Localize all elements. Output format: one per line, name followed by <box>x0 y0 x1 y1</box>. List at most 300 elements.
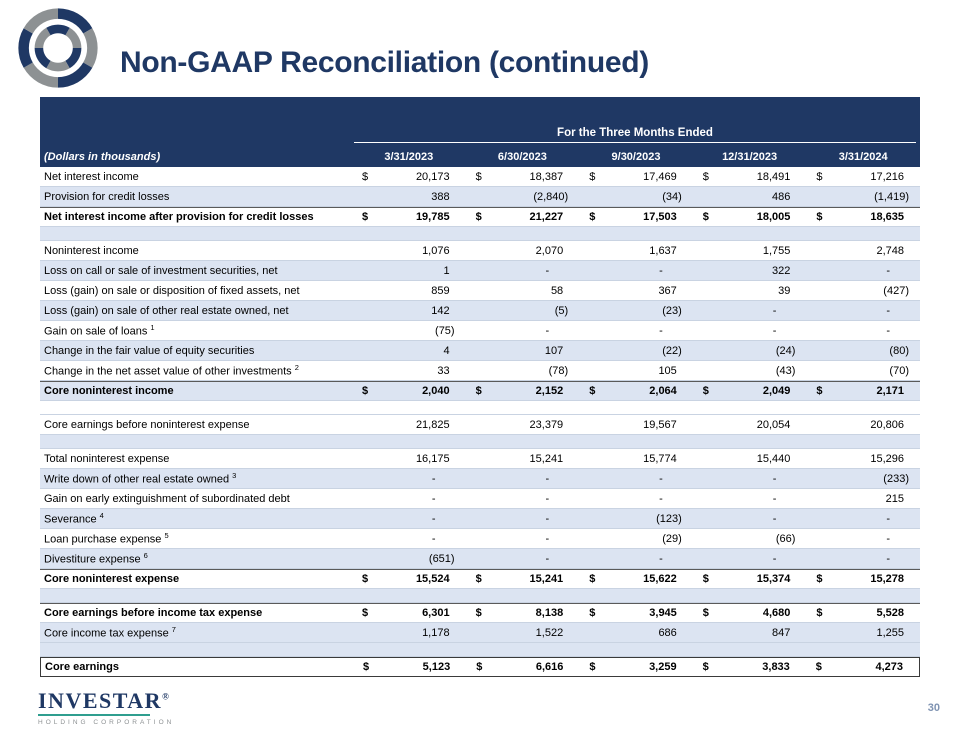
cell-value: 16,175 <box>415 452 450 465</box>
value-cell <box>579 419 693 431</box>
value-cell <box>693 607 807 619</box>
value-cell <box>806 345 920 357</box>
cell-value: 20,054 <box>756 418 791 431</box>
footnote-marker: 5 <box>164 531 169 541</box>
row-label: Core earnings before income tax expense <box>44 607 263 619</box>
cell-value: - <box>545 512 550 525</box>
cell-value: - <box>431 512 436 525</box>
cell-value: (5) <box>554 304 569 317</box>
cell-value: 107 <box>544 344 564 357</box>
cell-value: - <box>545 472 550 485</box>
row-label: Core earnings <box>45 661 119 673</box>
value-cell <box>352 573 466 585</box>
cell-value: 18,387 <box>529 170 564 183</box>
value-cell <box>466 533 580 545</box>
dollar-sign: $ <box>816 385 823 397</box>
value-cell <box>352 191 466 203</box>
value-cell <box>806 661 919 673</box>
cell-value: 33 <box>437 364 450 377</box>
value-cell <box>693 345 807 357</box>
cell-value: 215 <box>885 492 904 505</box>
value-cell <box>466 513 580 525</box>
spacer-row <box>40 643 920 657</box>
value-cell <box>579 573 693 585</box>
footnote-marker: 4 <box>99 511 104 521</box>
spacer-row <box>40 589 920 603</box>
table-row <box>40 489 920 509</box>
value-cell <box>693 513 807 525</box>
dollar-sign: $ <box>476 661 483 673</box>
table-row <box>40 341 920 361</box>
dollar-sign: $ <box>589 211 596 223</box>
cell-value: 5,123 <box>422 661 451 673</box>
dollar-sign: $ <box>702 211 709 223</box>
value-cell <box>693 553 807 565</box>
dollar-sign: $ <box>589 385 596 397</box>
table-body <box>40 167 920 677</box>
value-cell <box>579 607 693 619</box>
table-header <box>40 97 920 167</box>
cell-value: - <box>545 264 550 277</box>
cell-value: - <box>772 552 777 565</box>
dollar-sign: $ <box>475 211 482 223</box>
cell-value: 23,379 <box>529 418 564 431</box>
value-cell <box>579 305 693 317</box>
cell-value: 1,755 <box>762 244 791 257</box>
dollar-sign: $ <box>589 661 596 673</box>
value-cell <box>693 245 807 257</box>
cell-value: 322 <box>772 264 791 277</box>
table-header-top <box>40 97 920 143</box>
table-row <box>40 657 920 677</box>
value-cell <box>466 211 580 223</box>
value-cell <box>352 345 466 357</box>
value-cell <box>466 493 580 505</box>
dollar-sign: $ <box>815 661 822 673</box>
cell-value: 15,524 <box>415 573 450 585</box>
cell-value: 5,528 <box>876 607 904 619</box>
cell-value: (29) <box>662 532 682 545</box>
cell-value: 6,301 <box>422 607 450 619</box>
cell-value: 58 <box>550 284 564 297</box>
cell-value: 3,259 <box>649 661 677 673</box>
value-cell <box>693 325 807 337</box>
value-cell <box>352 285 466 297</box>
row-label: Divestiture expense $^6$ <box>44 551 148 566</box>
value-cell <box>806 191 920 203</box>
table-row <box>40 361 920 381</box>
value-cell <box>806 553 920 565</box>
value-cell <box>693 305 807 317</box>
value-cell <box>579 365 693 377</box>
cell-value: 15,241 <box>529 452 564 465</box>
value-cell <box>352 265 466 277</box>
dollar-sign: $ <box>363 661 370 673</box>
brand-name <box>38 690 174 712</box>
value-cell <box>579 325 693 337</box>
value-cell <box>579 533 693 545</box>
cell-value: 4 <box>443 344 450 357</box>
cell-value: - <box>772 492 777 505</box>
value-cell <box>352 453 466 465</box>
value-cell <box>466 573 580 585</box>
cell-value: - <box>772 304 777 317</box>
cell-value: 15,440 <box>756 452 791 465</box>
value-cell <box>579 493 693 505</box>
spacer-row <box>40 401 920 415</box>
value-cell <box>466 661 579 673</box>
dollar-sign: $ <box>475 170 482 183</box>
value-cell <box>806 627 920 639</box>
row-label: Loss (gain) on sale of other real estate owned, net <box>44 304 289 317</box>
table-row <box>40 301 920 321</box>
value-cell <box>466 453 580 465</box>
value-cell <box>466 245 580 257</box>
cell-value: (651) <box>428 552 455 565</box>
dollar-sign: $ <box>816 170 823 183</box>
value-cell <box>466 285 580 297</box>
cell-value: (80) <box>889 344 909 357</box>
table-row <box>40 569 920 589</box>
table-row <box>40 415 920 435</box>
cell-value: - <box>431 492 436 505</box>
row-label: Net interest income after provision for credit losses <box>44 211 314 223</box>
row-label: Change in the fair value of equity securities <box>44 344 255 357</box>
value-cell <box>579 553 693 565</box>
value-cell <box>352 385 466 397</box>
cell-value: (23) <box>662 304 682 317</box>
value-cell <box>352 245 466 257</box>
dollar-sign: $ <box>589 170 596 183</box>
cell-value: 15,296 <box>870 452 904 465</box>
value-cell <box>806 607 920 619</box>
value-cell <box>466 473 580 485</box>
table-row <box>40 187 920 207</box>
footnote-marker: 6 <box>143 551 148 561</box>
cell-value: 1,255 <box>876 626 904 639</box>
value-cell <box>579 627 693 639</box>
cell-value: - <box>772 324 777 337</box>
investar-wordmark <box>38 690 174 726</box>
value-cell <box>579 473 693 485</box>
value-cell <box>352 419 466 431</box>
dollar-sign: $ <box>816 607 823 619</box>
dollar-sign: $ <box>475 573 482 585</box>
value-cell <box>352 171 466 183</box>
value-cell <box>806 211 920 223</box>
value-cell <box>806 245 920 257</box>
cell-value: (24) <box>775 344 796 357</box>
dollar-sign: $ <box>816 211 823 223</box>
cell-value: (66) <box>775 532 796 545</box>
value-cell <box>466 345 580 357</box>
cell-value: (22) <box>662 344 682 357</box>
cell-value: (75) <box>435 324 455 337</box>
row-label: Write down of other real estate owned $^3$ <box>44 471 237 486</box>
cell-value: 142 <box>431 304 450 317</box>
cell-value: 21,227 <box>529 211 564 223</box>
value-cell <box>352 627 466 639</box>
dollar-sign: $ <box>702 385 709 397</box>
table-row <box>40 241 920 261</box>
cell-value: (43) <box>775 364 796 377</box>
value-cell <box>806 513 920 525</box>
value-cell <box>693 265 807 277</box>
value-cell <box>806 419 920 431</box>
cell-value: - <box>772 472 777 485</box>
row-label: Loan purchase expense $^5$ <box>44 531 169 546</box>
value-cell <box>466 171 580 183</box>
row-label: Total noninterest expense <box>44 452 170 465</box>
cell-value: 18,491 <box>756 170 791 183</box>
table-row <box>40 603 920 623</box>
cell-value: - <box>659 492 663 505</box>
cell-value: - <box>659 324 663 337</box>
column-header: 3/31/2023 <box>384 151 434 163</box>
cell-value: - <box>545 552 550 565</box>
value-cell <box>693 533 807 545</box>
row-label: Change in the net asset value of other investments $^2$ <box>44 363 299 378</box>
row-label: Gain on sale of loans $^1$ <box>44 323 155 338</box>
dollar-sign: $ <box>702 573 709 585</box>
value-cell <box>579 245 693 257</box>
row-label: Loss on call or sale of investment securities, net <box>44 264 278 277</box>
value-cell <box>806 365 920 377</box>
cell-value: 2,049 <box>762 385 791 397</box>
value-cell <box>693 473 807 485</box>
brand-subtitle: HOLDING CORPORATION <box>38 719 175 726</box>
cell-value: - <box>545 324 550 337</box>
cell-value: - <box>659 552 663 565</box>
value-cell <box>579 385 693 397</box>
spacer-row <box>40 435 920 449</box>
value-cell <box>466 305 580 317</box>
column-header: 9/30/2023 <box>611 151 661 163</box>
spacer-row <box>40 227 920 241</box>
value-cell <box>352 533 466 545</box>
value-cell <box>693 365 807 377</box>
dollar-sign: $ <box>362 170 369 183</box>
cell-value: (233) <box>883 472 909 485</box>
row-label: Core income tax expense $^7$ <box>44 625 176 640</box>
cell-value: 20,806 <box>870 418 904 431</box>
cell-value: 2,152 <box>535 385 564 397</box>
column-header: 6/30/2023 <box>497 151 547 163</box>
cell-value: - <box>431 472 436 485</box>
cell-value: 2,171 <box>876 385 904 397</box>
cell-value: - <box>886 264 890 277</box>
value-cell <box>806 493 920 505</box>
value-cell <box>693 661 806 673</box>
dollar-sign: $ <box>702 607 709 619</box>
row-label: Net interest income <box>44 170 139 183</box>
value-cell <box>806 285 920 297</box>
dollar-sign: $ <box>362 573 369 585</box>
value-cell <box>579 661 692 673</box>
value-cell <box>693 573 807 585</box>
cell-value: 15,622 <box>643 573 677 585</box>
value-cell <box>466 365 580 377</box>
cell-value: - <box>545 492 550 505</box>
cell-value: (78) <box>548 364 569 377</box>
cell-value: 15,774 <box>643 452 677 465</box>
table-row <box>40 623 920 643</box>
cell-value: 2,748 <box>876 244 904 257</box>
table-header-columns <box>40 143 920 167</box>
page-title: Non-GAAP Reconciliation (continued) <box>120 46 649 80</box>
cell-value: 1,076 <box>422 244 450 257</box>
cell-value: 18,005 <box>756 211 791 223</box>
cell-value: 15,241 <box>529 573 564 585</box>
value-cell <box>806 325 920 337</box>
table-row <box>40 469 920 489</box>
table-row <box>40 381 920 401</box>
value-cell <box>466 419 580 431</box>
value-cell <box>579 453 693 465</box>
cell-value: (70) <box>889 364 909 377</box>
cell-value: 6,616 <box>535 661 564 673</box>
column-header: 12/31/2023 <box>722 151 778 163</box>
cell-value: 4,680 <box>762 607 791 619</box>
value-cell <box>579 265 693 277</box>
value-cell <box>693 385 807 397</box>
value-cell <box>693 191 807 203</box>
table-row <box>40 281 920 301</box>
cell-value: 21,825 <box>415 418 450 431</box>
footnote-marker: 1 <box>150 323 155 333</box>
dollar-sign: $ <box>475 607 482 619</box>
cell-value: 859 <box>431 284 450 297</box>
dollar-sign: $ <box>362 385 369 397</box>
value-cell <box>466 191 580 203</box>
value-cell <box>352 493 466 505</box>
table-row <box>40 261 920 281</box>
value-cell <box>353 661 466 673</box>
value-cell <box>693 285 807 297</box>
cell-value: 1,637 <box>649 244 677 257</box>
cell-value: 17,216 <box>870 170 904 183</box>
cell-value: 19,567 <box>643 418 677 431</box>
cell-value: (1,419) <box>874 190 909 203</box>
brand-accent-rule <box>38 714 150 716</box>
dollar-sign: $ <box>702 661 709 673</box>
cell-value: 17,503 <box>643 211 677 223</box>
value-cell <box>466 385 580 397</box>
value-cell <box>352 365 466 377</box>
cell-value: - <box>886 512 890 525</box>
row-label: Core noninterest expense <box>44 573 180 585</box>
value-cell <box>806 473 920 485</box>
value-cell <box>693 627 807 639</box>
cell-value: 686 <box>658 626 677 639</box>
table-row <box>40 509 920 529</box>
cell-value: 1,178 <box>422 626 450 639</box>
cell-value: (123) <box>656 512 682 525</box>
cell-value: - <box>886 304 890 317</box>
dollar-sign: $ <box>362 607 369 619</box>
value-cell <box>693 453 807 465</box>
value-cell <box>579 171 693 183</box>
cell-value: - <box>886 324 890 337</box>
cell-value: - <box>545 532 550 545</box>
table-row <box>40 529 920 549</box>
value-cell <box>466 325 580 337</box>
value-cell <box>806 171 920 183</box>
row-label: Loss (gain) on sale or disposition of fixed assets, net <box>44 284 300 297</box>
footnote-marker: 3 <box>232 471 237 481</box>
value-cell <box>693 171 807 183</box>
period-span-header: For the Three Months Ended <box>354 127 916 143</box>
value-cell <box>806 385 920 397</box>
cell-value: - <box>659 472 663 485</box>
cell-value: 1 <box>443 264 450 277</box>
value-cell <box>352 211 466 223</box>
cell-value: 20,173 <box>415 170 450 183</box>
value-cell <box>352 473 466 485</box>
cell-value: 2,064 <box>649 385 677 397</box>
table-row <box>40 207 920 227</box>
dollar-sign: $ <box>589 607 596 619</box>
column-header: 3/31/2024 <box>838 151 888 163</box>
row-label: Noninterest income <box>44 244 139 257</box>
cell-value: - <box>886 552 890 565</box>
value-cell <box>806 573 920 585</box>
footnote-marker: 2 <box>294 363 299 373</box>
value-cell <box>466 265 580 277</box>
cell-value: 3,945 <box>649 607 677 619</box>
dollar-sign: $ <box>702 170 709 183</box>
cell-value: (427) <box>883 284 909 297</box>
value-cell <box>693 419 807 431</box>
value-cell <box>693 211 807 223</box>
cell-value: - <box>772 512 777 525</box>
cell-value: 486 <box>772 190 791 203</box>
value-cell <box>352 607 466 619</box>
cell-value: 1,522 <box>535 626 564 639</box>
value-cell <box>466 627 580 639</box>
value-cell <box>579 513 693 525</box>
table-row <box>40 321 920 341</box>
cell-value: 15,374 <box>756 573 791 585</box>
cell-value: 3,833 <box>762 661 790 673</box>
cell-value: 19,785 <box>415 211 450 223</box>
cell-value: 388 <box>431 190 450 203</box>
cell-value: 2,040 <box>422 385 450 397</box>
value-cell <box>352 553 466 565</box>
value-cell <box>693 493 807 505</box>
value-cell <box>806 305 920 317</box>
value-cell <box>579 345 693 357</box>
investar-globe-logo-icon <box>10 6 106 95</box>
row-label: Severance $^4$ <box>44 511 104 526</box>
table-row <box>40 449 920 469</box>
cell-value: 4,273 <box>875 661 903 673</box>
cell-value: 105 <box>658 364 677 377</box>
brand-text: INVESTAR <box>38 688 163 713</box>
cell-value: 17,469 <box>643 170 677 183</box>
cell-value: - <box>431 532 436 545</box>
cell-value: 367 <box>658 284 677 297</box>
value-cell <box>352 305 466 317</box>
value-cell <box>466 553 580 565</box>
dollar-sign: $ <box>816 573 823 585</box>
dollars-in-thousands-label: (Dollars in thousands) <box>44 151 161 163</box>
cell-value: 8,138 <box>535 607 564 619</box>
cell-value: 847 <box>772 626 791 639</box>
footnote-marker: 7 <box>171 625 176 635</box>
dollar-sign: $ <box>475 385 482 397</box>
value-cell <box>806 453 920 465</box>
